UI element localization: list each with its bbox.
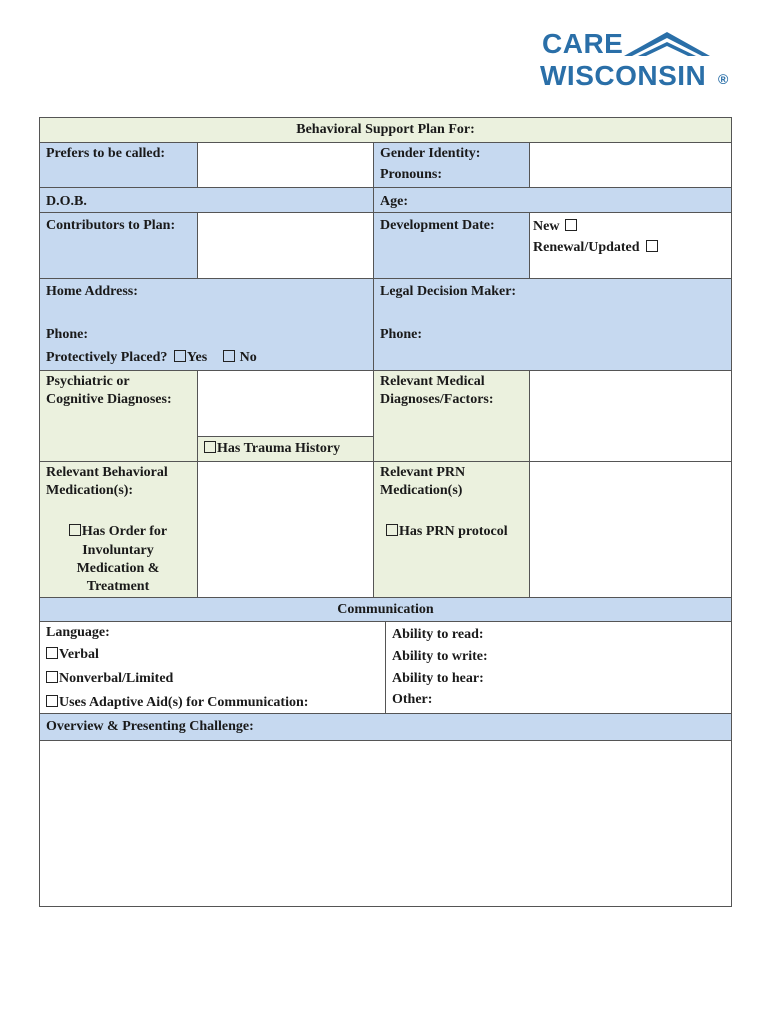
protectively-placed-row bbox=[46, 349, 257, 367]
grid-line bbox=[385, 621, 386, 713]
adaptive-label: Uses Adaptive Aid(s) for Communication: bbox=[59, 695, 309, 710]
order-line4: Treatment bbox=[86, 579, 150, 594]
new-option[interactable] bbox=[533, 218, 577, 236]
dob-label: D.O.B. bbox=[46, 194, 87, 209]
other-label: Other: bbox=[392, 692, 433, 707]
grid-line bbox=[373, 370, 374, 597]
dev-date-label: Development Date: bbox=[380, 218, 495, 233]
grid-line bbox=[39, 212, 732, 213]
behav-med-value-field[interactable] bbox=[197, 461, 373, 597]
language-label: Language: bbox=[46, 625, 110, 640]
prn-protocol-checkbox[interactable] bbox=[386, 524, 398, 536]
new-checkbox[interactable] bbox=[565, 219, 577, 231]
gender-value-field[interactable] bbox=[529, 142, 732, 187]
prn-protocol-label: Has PRN protocol bbox=[399, 524, 508, 539]
verbal-checkbox[interactable] bbox=[46, 647, 58, 659]
verbal-option[interactable] bbox=[46, 646, 99, 664]
logo-registered-mark: ® bbox=[718, 71, 729, 87]
medical-value-field[interactable] bbox=[529, 370, 732, 461]
medical-label-line2: Diagnoses/Factors: bbox=[380, 392, 494, 407]
grid-line bbox=[39, 142, 732, 143]
nonverbal-option[interactable] bbox=[46, 670, 173, 688]
behav-med-label-line1: Relevant Behavioral bbox=[46, 465, 168, 480]
yes-checkbox[interactable] bbox=[174, 350, 186, 362]
involuntary-order-option[interactable] bbox=[39, 523, 197, 541]
grid-line bbox=[373, 142, 374, 187]
grid-line bbox=[39, 597, 732, 598]
order-line1: Has Order for bbox=[81, 524, 168, 539]
grid-line bbox=[529, 142, 530, 187]
grid-line bbox=[197, 436, 373, 437]
order-line2: Involuntary bbox=[82, 543, 154, 558]
psych-label-line1: Psychiatric or bbox=[46, 374, 130, 389]
prn-label-line2: Medication(s) bbox=[380, 483, 463, 498]
prefers-label: Prefers to be called: bbox=[46, 146, 166, 161]
grid-line bbox=[731, 117, 732, 907]
nonverbal-checkbox[interactable] bbox=[46, 671, 58, 683]
grid-line bbox=[39, 117, 732, 118]
yes-label: Yes bbox=[186, 350, 208, 365]
grid-line bbox=[39, 117, 40, 907]
logo-line-care: CARE bbox=[542, 28, 624, 59]
read-label: Ability to read: bbox=[392, 627, 484, 642]
adaptive-checkbox[interactable] bbox=[46, 695, 58, 707]
involuntary-order-checkbox[interactable] bbox=[69, 524, 81, 536]
communication-title: Communication bbox=[337, 602, 434, 617]
contributors-value-field[interactable] bbox=[197, 212, 373, 278]
renewal-checkbox[interactable] bbox=[646, 240, 658, 252]
grid-line bbox=[39, 370, 732, 371]
logo-line-wisconsin: WISCONSIN bbox=[540, 60, 707, 91]
gender-label: Gender Identity: bbox=[380, 146, 481, 161]
pronouns-label: Pronouns: bbox=[380, 167, 442, 182]
overview-label: Overview & Presenting Challenge: bbox=[46, 719, 254, 734]
grid-line bbox=[373, 212, 374, 278]
grid-line bbox=[39, 906, 732, 907]
psych-value-field[interactable] bbox=[197, 370, 373, 436]
prn-protocol-option[interactable] bbox=[386, 523, 508, 541]
protectively-label: Protectively Placed? bbox=[46, 350, 168, 365]
prn-label-line1: Relevant PRN bbox=[380, 465, 466, 480]
adaptive-option[interactable] bbox=[46, 694, 308, 712]
order-line3: Medication & bbox=[76, 561, 160, 576]
contributors-label: Contributors to Plan: bbox=[46, 218, 176, 233]
phone-left-label: Phone: bbox=[46, 327, 88, 342]
grid-line bbox=[39, 187, 732, 188]
grid-line bbox=[529, 370, 530, 597]
renewal-label: Renewal/Updated bbox=[533, 240, 640, 255]
trauma-option[interactable] bbox=[204, 440, 340, 458]
medical-label-line1: Relevant Medical bbox=[380, 374, 485, 389]
legal-decision-label: Legal Decision Maker: bbox=[380, 284, 517, 299]
behav-med-label-line2: Medication(s): bbox=[46, 483, 134, 498]
verbal-label: Verbal bbox=[59, 647, 99, 662]
nonverbal-label: Nonverbal/Limited bbox=[59, 671, 174, 686]
age-label: Age: bbox=[380, 194, 408, 209]
overview-value-field[interactable] bbox=[39, 740, 732, 906]
phone-right-label: Phone: bbox=[380, 327, 422, 342]
form-title: Behavioral Support Plan For: bbox=[296, 122, 475, 137]
grid-line bbox=[39, 278, 732, 279]
trauma-checkbox[interactable] bbox=[204, 441, 216, 453]
write-label: Ability to write: bbox=[392, 649, 488, 664]
grid-line bbox=[39, 713, 732, 714]
grid-line bbox=[373, 278, 374, 370]
grid-line bbox=[197, 212, 198, 278]
prn-value-field[interactable] bbox=[529, 461, 732, 597]
grid-line bbox=[197, 142, 198, 187]
no-checkbox[interactable] bbox=[223, 350, 235, 362]
prefers-value-field[interactable] bbox=[197, 142, 373, 187]
grid-line bbox=[529, 212, 530, 278]
trauma-label: Has Trauma History bbox=[217, 441, 341, 456]
grid-line bbox=[373, 187, 374, 212]
no-label: No bbox=[239, 350, 257, 365]
new-label: New bbox=[533, 219, 560, 234]
grid-line bbox=[39, 461, 732, 462]
renewal-option[interactable] bbox=[533, 239, 658, 257]
grid-line bbox=[197, 370, 198, 597]
grid-line bbox=[39, 740, 732, 741]
hear-label: Ability to hear: bbox=[392, 671, 484, 686]
home-address-label: Home Address: bbox=[46, 284, 138, 299]
psych-label-line2: Cognitive Diagnoses: bbox=[46, 392, 172, 407]
